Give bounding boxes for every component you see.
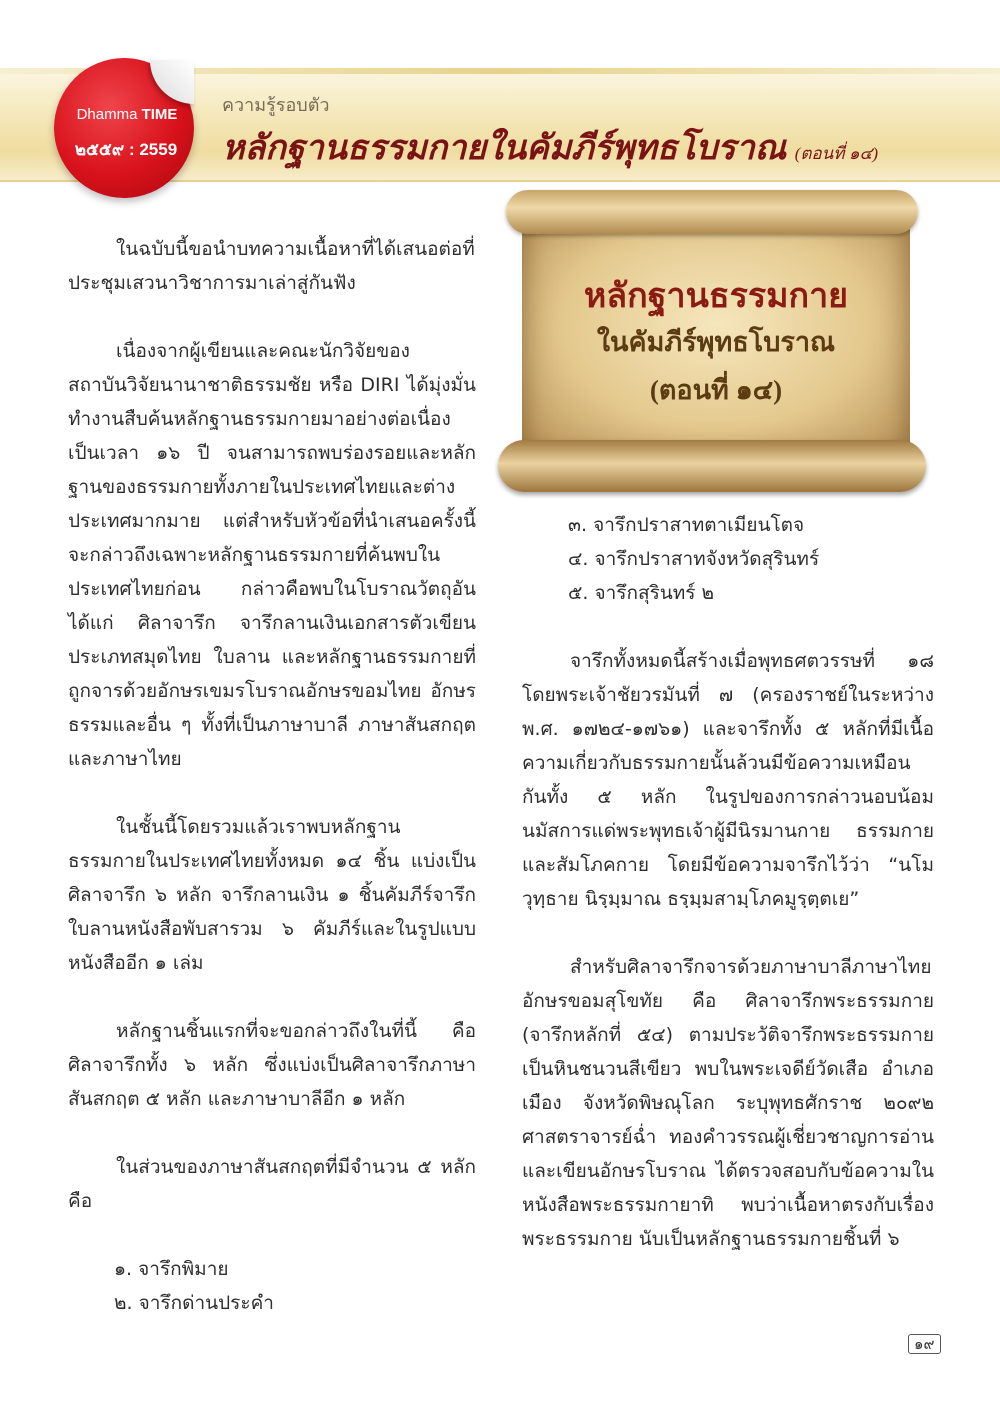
paragraph: ในฉบับนี้ขอนำบทความเนื้อหาที่ได้เสนอต่อที่ประชุมเสวนาวิชาการมาเล่าสู่กันฟัง <box>68 238 475 294</box>
paragraph: สำหรับศิลาจารึกจารด้วยภาษาบาลีภาษาไทย อักษรขอมสุโขทัย คือ ศิลาจารึกพระธรรมกาย (จารึกหลักที่ ๕๔) ตามประวัติจารึกพระธรรมกาย เป็นหินชนวนสีเขียว พบในพระเจดีย์วัดเสือ อำเภอเมือง จังหวัดพิษณุโลก ระบุพุทธศักราช ๒๐๙๒ ศาสตราจารย์ฉ่ำ ทองคำวรรณผู้เชี่ยวชาญการอ่านและเขียนอักษรโบราณ ได้ตรวจสอบกับข้อความในหนังสือพระธรรมกายาทิ พบว่าเนื้อหาตรงกับเรื่องพระธรรมกาย นับเป็นหลักฐานธรรมกายชิ้นที่ ๖ <box>522 956 934 1250</box>
article-title-part: (ตอนที่ ๑๔) <box>794 144 879 163</box>
right-column <box>522 508 934 1256</box>
paragraph: จารึกทั้งหมดนี้สร้างเมื่อพุทธศตวรรษที่ ๑๘ โดยพระเจ้าชัยวรมันที่ ๗ (ครองราชย์ในระหว่าง พ.ศ. ๑๗๒๔-๑๗๖๑) และจารึกทั้ง ๕ หลักที่มีเนื้อความเกี่ยวกับธรรมกายนั้นล้วนมีข้อความเหมือนกันทั้ง ๕ หลัก ในรูปของการกล่าวนอบน้อมนมัสการแด่พระพุทธเจ้าผู้มีนิรมานกาย ธรรมกาย และสัมโภคกาย โดยมีข้อความจารึกไว้ว่า “นโม วุทฺธาย นิรฺมฺมาณ ธรฺมฺมสามฺโภคมูรฺตฺตเย” <box>522 650 934 910</box>
list-item: ๔. จารึกปราสาทจังหวัดสุรินทร์ <box>568 548 820 570</box>
paragraph: เนื่องจากผู้เขียนและคณะนักวิจัยของสถาบันวิจัยนานาชาติธรรมชัย หรือ DIRI ได้มุ่งมั่นทำงานสืบค้นหลักฐานธรรมกายมาอย่างต่อเนื่องเป็นเวลา ๑๖ ปี จนสามารถพบร่องรอยและหลักฐานของธรรมกายทั้งภายในประเทศไทยและต่างประเทศมากมาย แต่สำหรับหัวข้อที่นำเสนอครั้งนี้จะกล่าวถึงเฉพาะหลักฐานธรรมกายที่ค้นพบในประเทศไทยก่อน กล่าวคือพบในโบราณวัตถุอันได้แก่ ศิลาจารึก จารึกลานเงินเอกสารตัวเขียนประเภทสมุดไทย ใบลาน และหลักฐานธรรมกายที่ถูกจารด้วยอักษรเขมรโบราณอักษรขอมไทย อักษรธรรมและอื่น ๆ ทั้งที่เป็นภาษาบาลี ภาษาสันสกฤต และภาษาไทย <box>68 340 476 770</box>
list-item: ๓. จารึกปราสาทตาเมียนโตจ <box>568 514 805 536</box>
scroll-subtitle: ในคัมภีร์พุทธโบราณ <box>596 327 836 357</box>
left-column <box>68 232 476 1320</box>
list-item: ๒. จารึกด่านประคำ <box>114 1292 274 1314</box>
scroll-top-roll <box>506 190 918 234</box>
badge-title <box>62 106 192 123</box>
scroll-bottom-roll <box>498 440 926 492</box>
list-item: ๑. จารึกพิมาย <box>114 1258 229 1280</box>
paragraph: ในชั้นนี้โดยรวมแล้วเราพบหลักฐานธรรมกายในประเทศไทยทั้งหมด ๑๔ ชิ้น แบ่งเป็นศิลาจารึก ๖ หลัก จารึกลานเงิน ๑ ชิ้นคัมภีร์จารึกใบลานหนังสือพับสารวม ๖ คัมภีร์และในรูปแบบหนังสืออีก ๑ เล่ม <box>68 816 476 974</box>
scroll-title: หลักฐานธรรมกาย <box>583 278 849 315</box>
page-number: ๑๙ <box>908 1334 941 1354</box>
article-title-text: หลักฐานธรรมกายในคัมภีร์พุทธโบราณ <box>222 130 787 167</box>
paragraph: ในส่วนของภาษาสันสกฤตที่มีจำนวน ๕ หลัก คือ <box>68 1156 476 1212</box>
scroll-part: (ตอนที่ ๑๔) <box>649 375 783 405</box>
badge-title-dhamma: Dhamma <box>76 106 138 123</box>
article-title <box>222 120 878 174</box>
paragraph: หลักฐานชิ้นแรกที่จะขอกล่าวถึงในที่นี้ คือศิลาจารึกทั้ง ๖ หลัก ซึ่งแบ่งเป็นศิลาจารึกภาษาสันสกฤต ๕ หลัก และภาษาบาลีอีก ๑ หลัก <box>68 1020 476 1110</box>
list-item: ๕. จารึกสุรินทร์ ๒ <box>568 582 715 604</box>
badge-title-time: TIME <box>141 106 178 123</box>
badge-year: ๒๕๕๙ : 2559 <box>74 140 178 159</box>
scroll-illustration <box>498 190 936 500</box>
section-kicker: ความรู้รอบตัว <box>222 95 330 115</box>
